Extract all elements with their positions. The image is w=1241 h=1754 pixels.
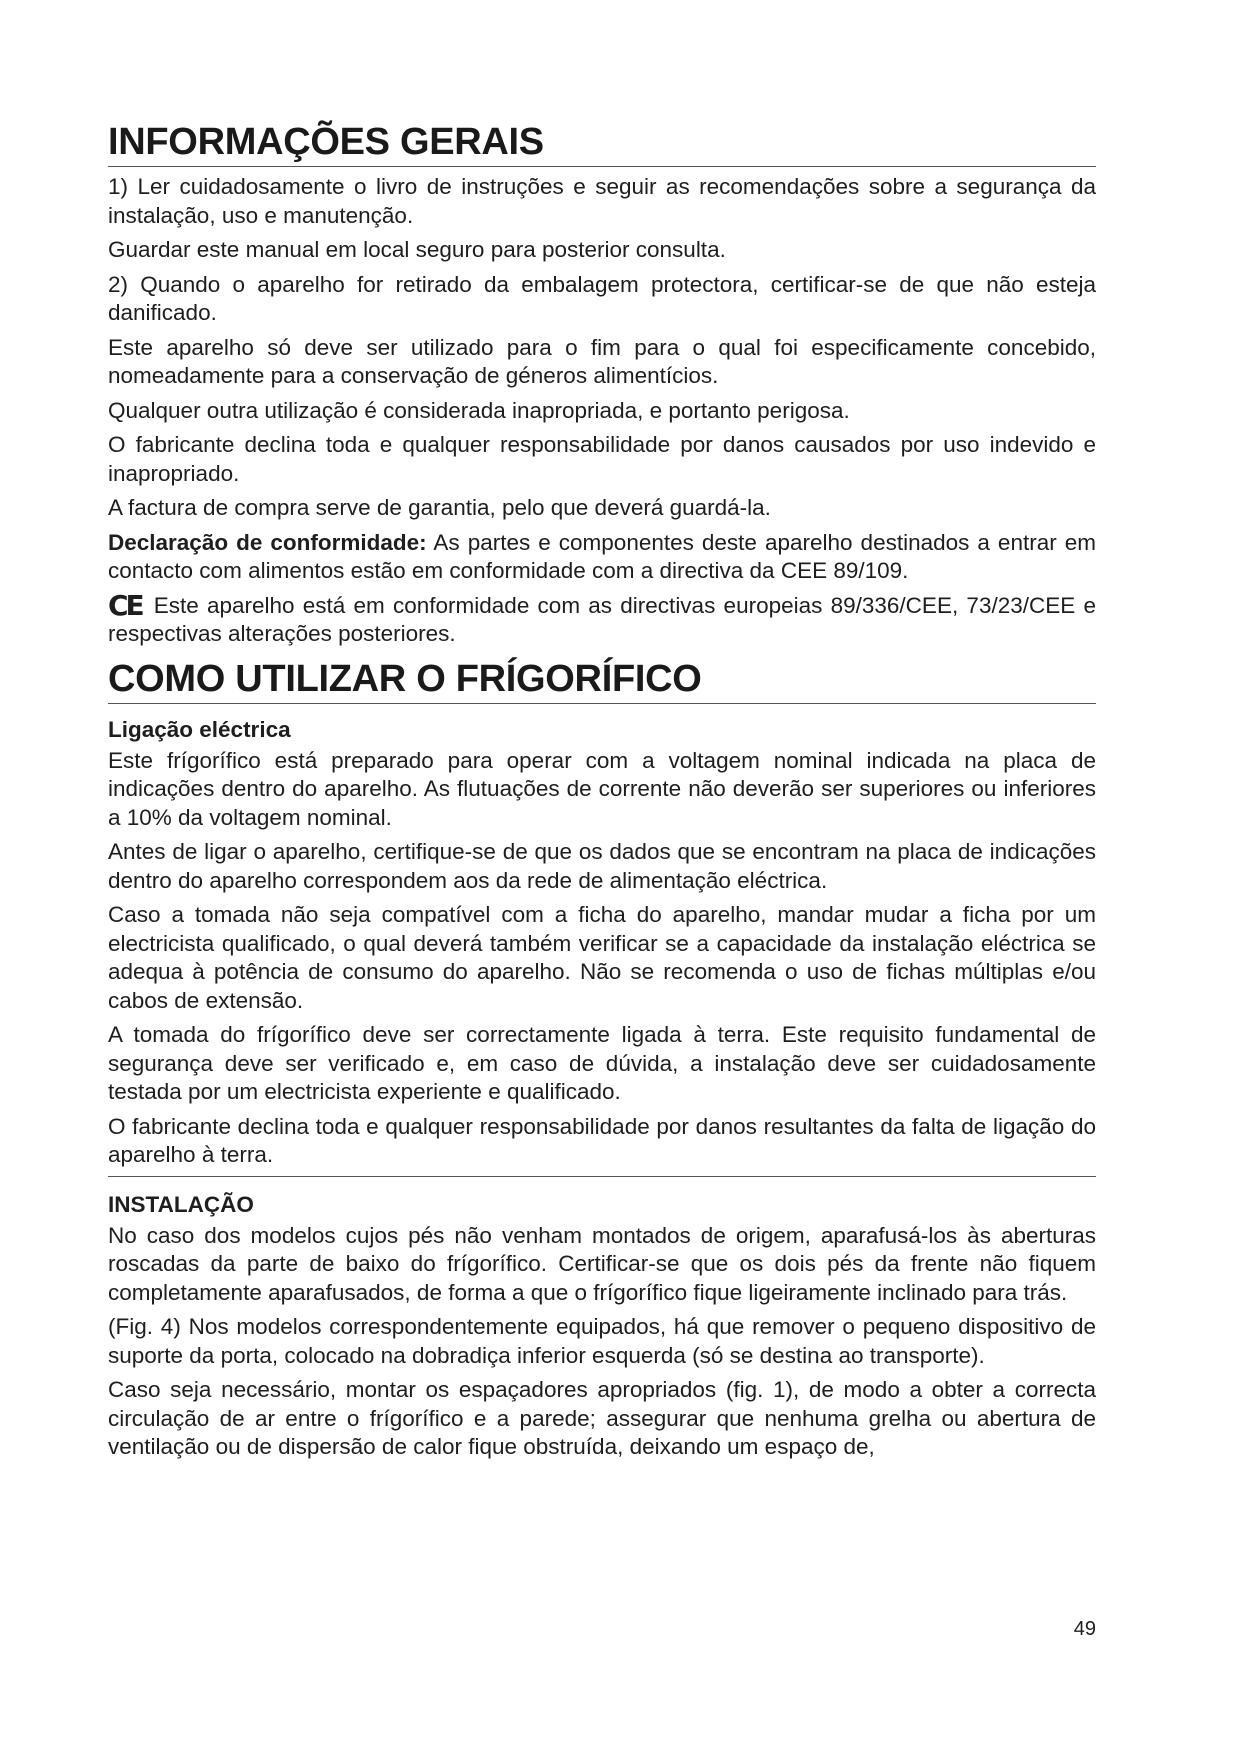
paragraph: A tomada do frígorífico deve ser correctamente ligada à terra. Este requisito fundamental de segurança deve ser verificado e, em caso de dúvida, a instalação deve ser cuidadosamente testada por um electricista experiente e qualificado.	[108, 1022, 1096, 1104]
subheading-installation: INSTALAÇÃO	[108, 1191, 254, 1217]
paragraph: O fabricante declina toda e qualquer responsabilidade por danos resultantes da falta de ligação do aparelho à terra.	[108, 1113, 1096, 1167]
paragraph: Este frígorífico está preparado para operar com a voltagem nominal indicada na placa de indicações dentro do aparelho. As flutuações de corrente não deverão ser superiores ou inferiores a 10% da voltagem nominal.	[108, 747, 1096, 830]
ce-mark-icon: CE	[108, 588, 142, 622]
ce-paragraph	[108, 588, 1096, 649]
paragraph: 1) Ler cuidadosamente o livro de instruções e seguir as recomendações sobre a segurança da instalação, uso e manutenção.	[108, 174, 1096, 228]
document-page	[108, 120, 1096, 1468]
paragraph: (Fig. 4) Nos modelos correspondentemente equipados, há que remover o pequeno dispositivo de suporte da porta, colocado na dobradiça inferior esquerda (só se destina ao transporte).	[108, 1314, 1096, 1368]
ce-text: Este aparelho está em conformidade com as directivas europeias 89/336/CEE, 73/23/CEE e respectivas alterações posteriores.	[108, 592, 1096, 646]
page-number: 49	[1073, 1618, 1096, 1640]
paragraph: 2) Quando o aparelho for retirado da embalagem protectora, certificar-se de que não esteja danificado.	[108, 271, 1096, 325]
paragraph: Qualquer outra utilização é considerada inapropriada, e portanto perigosa.	[108, 397, 850, 423]
declaration-paragraph	[108, 529, 1096, 586]
declaration-text: As partes e componentes deste aparelho destinados a entrar em contacto com alimentos estão em conformidade com a directiva da CEE 89/109.	[108, 529, 1096, 583]
paragraph: A factura de compra serve de garantia, pelo que deverá guardá-la.	[108, 495, 771, 520]
declaration-lead: Declaração de conformidade:	[108, 529, 427, 555]
paragraph: Guardar este manual em local seguro para posterior consulta.	[108, 237, 726, 262]
divider	[108, 1176, 1096, 1177]
paragraph: Este aparelho só deve ser utilizado para o fim para o qual foi especificamente concebido, nomeadamente para a conservação de géneros alimentícios.	[108, 334, 1096, 388]
section-title-general-info: INFORMAÇÕES GERAIS	[108, 120, 1096, 167]
paragraph: Caso a tomada não seja compatível com a ficha do aparelho, mandar mudar a ficha por um electricista qualificado, o qual deverá também verificar se a capacidade da instalação eléctrica se adequa à potência de consumo do aparelho. Não se recomenda o uso de fichas múltiplas e/ou cabos de extensão.	[108, 902, 1096, 1013]
paragraph: Caso seja necessário, montar os espaçadores apropriados (fig. 1), de modo a obter a correcta circulação de ar entre o frígorífico e a parede; assegurar que nenhuma grelha ou abertura de ventilação ou de dispersão de calor fique obstruída, deixando um espaço de,	[108, 1377, 1096, 1459]
paragraph: No caso dos modelos cujos pés não venham montados de origem, aparafusá-los às aberturas roscadas da parte de baixo do frígorífico. Certificar-se que os dois pés da frente não fiquem completamente aparafusados, de forma a que o frígorífico fique ligeiramente inclinado para trás.	[108, 1222, 1096, 1305]
paragraph: Antes de ligar o aparelho, certifique-se de que os dados que se encontram na placa de indicações dentro do aparelho correspondem aos da rede de alimentação eléctrica.	[108, 839, 1096, 893]
subheading-electrical: Ligação eléctrica	[108, 716, 291, 742]
paragraph: O fabricante declina toda e qualquer responsabilidade por danos causados por uso indevido e inapropriado.	[108, 432, 1096, 486]
section-title-how-to-use: COMO UTILIZAR O FRÍGORÍFICO	[108, 657, 1096, 704]
